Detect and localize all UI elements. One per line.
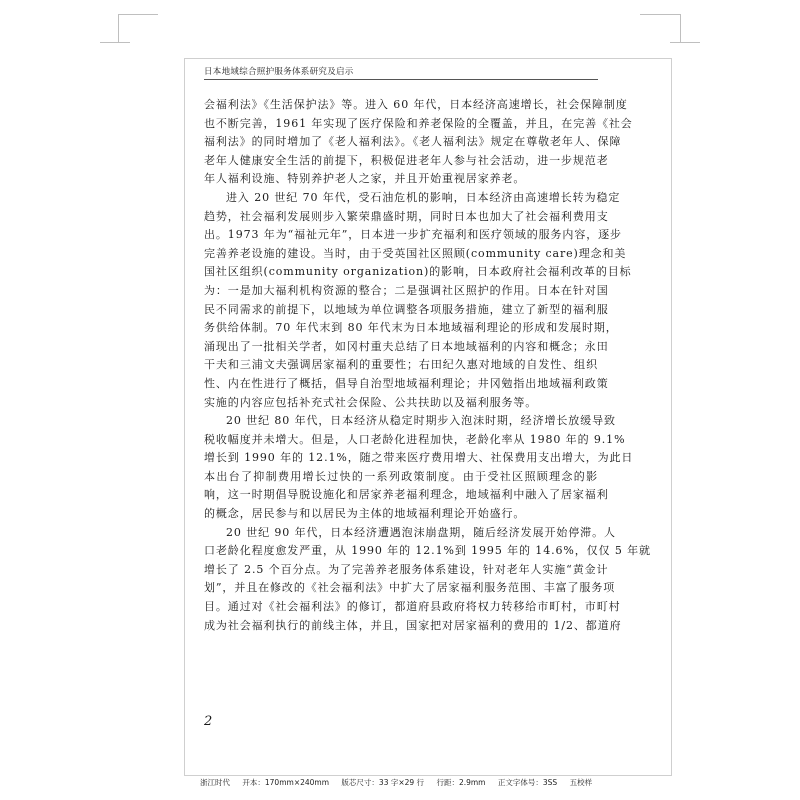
text-line: 完善养老设施的建设。当时，由于受英国社区照顾(community care)理念和美 [204, 246, 627, 260]
text-line: 老年人健康安全生活的前提下，积极促进老年人参与社会活动，进一步规范老 [204, 153, 609, 167]
crop-mark [670, 42, 700, 43]
text-line: 口老龄化程度愈发严重，从 1990 年的 12.1%到 1995 年的 14.6%，仅仅 5 年就 [204, 544, 651, 558]
footer-core-size: 版芯尺寸：33 字×29 行 [341, 778, 425, 787]
text-line: 趋势，社会福利发展则步入繁荣鼎盛时期，同时日本也加大了社会福利费用支 [204, 209, 609, 223]
text-line: 增长到 1990 年的 12.1%，随之带来医疗费用增大、社保费用支出增大，为此日 [204, 451, 634, 465]
footer-format: 开本：170mm×240mm [242, 778, 330, 787]
page-number: 2 [204, 714, 213, 729]
text-line: 进入 20 世纪 70 年代，受石油危机的影响，日本经济由高速增长转为稳定 [226, 190, 621, 204]
text-line: 20 世纪 90 年代，日本经济遭遇泡沫崩盘期，随后经济发展开始停滞。人 [226, 525, 616, 539]
crop-mark [640, 14, 680, 15]
text-line: 干夫和三浦文夫强调居家福利的重要性；右田纪久惠对地域的自发性、组织 [204, 358, 598, 372]
text-line: 为：一是加大福利机构资源的整合；二是强调社区照护的作用。日本在针对国 [204, 283, 609, 297]
footer-publisher: 浙江时代 [200, 778, 230, 787]
text-line: 的概念，居民参与和以居民为主体的地域福利理论开始盛行。 [204, 507, 526, 521]
text-line: 目。通过对《社会福利法》的修订，都道府县政府将权力转移给市町村，市町村 [204, 600, 621, 614]
header-rule [204, 79, 598, 80]
text-line: 本出台了抑制费用增长过快的一系列政策制度。由于受社区照顾理念的影 [204, 469, 598, 483]
text-line: 20 世纪 80 年代，日本经济从稳定时期步入泡沫时期，经济增长放缓导致 [226, 414, 616, 428]
text-line: 年人福利设施、特别养护老人之家，并且开始重视居家养老。 [204, 172, 526, 186]
text-line: 性、内在性进行了概括，倡导自治型地域福利理论；井冈勉指出地域福利政策 [204, 376, 609, 390]
text-line: 成为社会福利执行的前线主体，并且，国家把对居家福利的费用的 1/2、都道府 [204, 618, 622, 632]
body-text [204, 96, 651, 635]
footer-line-spacing: 行距：2.9mm [436, 778, 486, 787]
text-line: 会福利法》《生活保护法》等。进入 60 年代，日本经济高速增长，社会保障制度 [204, 98, 628, 111]
text-line: 福利法》的同时增加了《老人福利法》。《老人福利法》规定在尊敬老年人、保障 [204, 135, 622, 149]
text-line: 国社区组织(community organization)的影响，日本政府社会福利改革的目标 [204, 265, 632, 279]
footer-proof: 五校样 [569, 778, 593, 787]
running-head: 日本地域综合照护服务体系研究及启示 [204, 67, 354, 77]
paragraph [204, 524, 651, 636]
text-line: 涌现出了一批相关学者，如冈村重夫总结了日本地域福利的内容和概念；永田 [204, 339, 609, 353]
crop-mark [680, 14, 681, 42]
crop-mark [100, 42, 130, 43]
print-footer [200, 777, 602, 788]
paragraph [204, 412, 634, 524]
paragraph [204, 189, 632, 412]
text-line: 实施的内容应包括补充式社会保险、公共扶助以及福利服务等。 [204, 395, 538, 409]
text-line: 响，这一时期倡导脱设施化和居家养老福利理念，地域福利中融入了居家福利 [204, 488, 609, 502]
footer-font-size: 正文字体号：3SS [497, 778, 558, 787]
text-line: 税收幅度并未增大。但是，人口老龄化进程加快，老龄化率从 1980 年的 9.1% [204, 432, 626, 446]
text-line: 增长了 2.5 个百分点。为了完善养老服务体系建设，针对老年人实施“黄金计 [204, 562, 609, 576]
text-line: 也不断完善，1961 年实现了医疗保险和养老保险的全覆盖，并且，在完善《社会 [204, 116, 633, 130]
text-line: 出。1973 年为“福祉元年”，日本进一步扩充福利和医疗领域的服务内容，逐步 [204, 228, 622, 242]
text-line: 划”，并且在修改的《社会福利法》中扩大了居家福利服务范围、丰富了服务项 [204, 581, 616, 595]
text-line: 民不同需求的前提下，以地域为单位调整各项服务措施，建立了新型的福利服 [204, 302, 609, 316]
crop-mark [118, 14, 158, 15]
crop-mark [118, 14, 119, 42]
text-line: 务供给体制。70 年代末到 80 年代末为日本地域福利理论的形成和发展时期， [204, 321, 618, 335]
paragraph [204, 96, 633, 189]
